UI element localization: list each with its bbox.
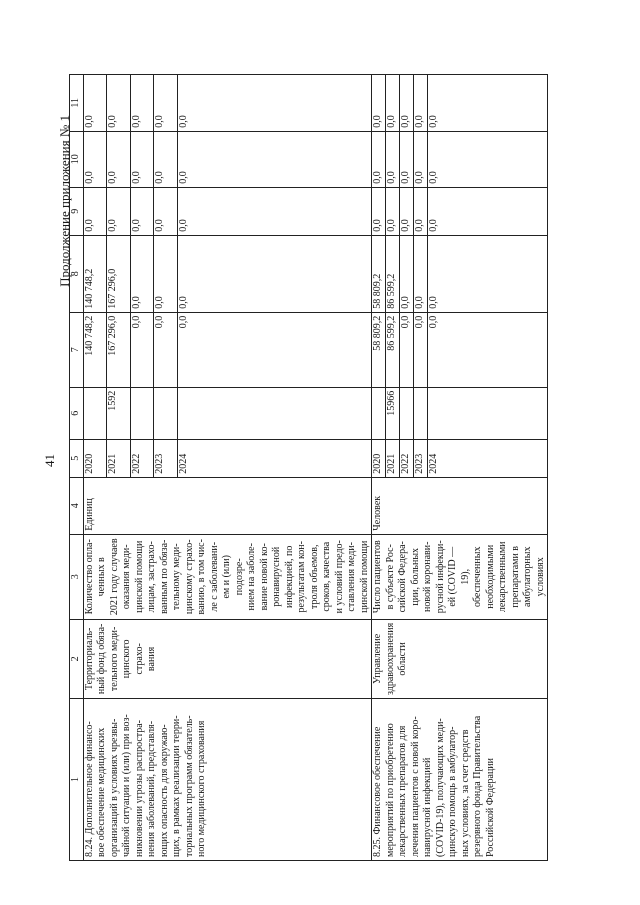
value-cell: 0,0 [372,74,386,131]
year-cell: 2022 [399,439,413,477]
value-cell: 0,0 [83,74,107,131]
value-cell: 0,0 [130,235,154,312]
value-cell: 0,0 [427,235,547,312]
value-cell: 0,0 [130,131,154,187]
value-cell: 0,0 [154,131,178,187]
target-cell: 15966 [385,387,399,439]
year-cell: 2024 [427,439,547,477]
value-cell: 167 296,0 [107,312,131,387]
header-cell: 1 [70,699,84,861]
target-cell: 1592 [107,387,131,439]
target-cell [130,387,154,439]
target-cell [399,387,413,439]
value-cell: 0,0 [130,187,154,235]
header-cell: 2 [70,619,84,698]
value-cell: 140 748,2 [83,235,107,312]
header-cell: 5 [70,439,84,477]
value-cell: 0,0 [399,235,413,312]
value-cell: 0,0 [177,235,371,312]
value-cell: 167 296,0 [107,235,131,312]
unit-cell: Единиц [83,477,372,534]
value-cell: 0,0 [83,187,107,235]
value-cell: 0,0 [83,131,107,187]
target-cell [177,387,371,439]
value-cell: 0,0 [399,187,413,235]
value-cell: 0,0 [413,312,427,387]
unit-cell: Человек [372,477,548,534]
target-cell [154,387,178,439]
value-cell: 58 809,2 [372,312,386,387]
target-cell [83,387,107,439]
value-cell: 0,0 [427,187,547,235]
header-cell: 10 [70,131,84,187]
value-cell: 0,0 [177,187,371,235]
value-cell: 0,0 [413,187,427,235]
indicator-cell: Число пациентов в субъекте Рос- сийской Федера- ции, больных новой коронави- русной инфекци- ей (COVID — 19), обеспеченных необходимыми лекарственными препаратами в амбулаторных условиях [372,534,548,619]
header-cell: 9 [70,187,84,235]
value-cell: 0,0 [372,131,386,187]
value-cell: 86 599,2 [385,235,399,312]
target-cell [372,387,386,439]
value-cell: 0,0 [413,131,427,187]
header-row [70,74,84,860]
year-cell: 2020 [83,439,107,477]
value-cell: 0,0 [130,312,154,387]
year-cell: 2024 [177,439,371,477]
continuation-caption: Продолжение приложения № 1 [57,115,72,287]
measure-cell: 8.25. Финансовое обеспечение мероприятий по приобретению лекарственных препаратов для лечения пациентов с новой коро- навирусной инфекцией (COVID-19), получающих меди- цинскую помощь в амбулатор- ных условиях, за счет средств резервного фонда Правительства Российской Федерации [372,699,548,861]
value-cell: 140 748,2 [83,312,107,387]
header-cell: 6 [70,387,84,439]
appendix-table [69,74,548,861]
year-cell: 2022 [130,439,154,477]
value-cell: 0,0 [107,131,131,187]
value-cell: 0,0 [413,235,427,312]
value-cell: 0,0 [413,74,427,131]
value-cell: 0,0 [154,312,178,387]
value-cell: 0,0 [399,312,413,387]
value-cell: 0,0 [427,312,547,387]
table-row [372,74,386,860]
value-cell: 0,0 [154,235,178,312]
value-cell: 58 809,2 [372,235,386,312]
page-number: 41 [42,454,57,467]
year-cell: 2020 [372,439,386,477]
value-cell: 0,0 [399,74,413,131]
year-cell: 2023 [413,439,427,477]
value-cell: 0,0 [385,74,399,131]
value-cell: 0,0 [177,312,371,387]
value-cell: 86 599,2 [385,312,399,387]
value-cell: 0,0 [154,74,178,131]
target-cell [413,387,427,439]
value-cell: 0,0 [130,74,154,131]
measure-cell: 8.24. Дополнительное финансо- вое обеспечение медицинских организаций в условиях чрезвы- чайной ситуации и (или) при воз- никновении угрозы распростра- нения заболеваний, представля- ющих опасность для окружаю- щих, в рамках реализации терри- ториальных программ обязатель- ного медицинского страхования [83,699,372,861]
year-cell: 2021 [385,439,399,477]
value-cell: 0,0 [427,131,547,187]
executor-cell: Территориаль- ный фонд обяза- тельного меди- цинского страхо- вания [83,619,372,698]
executor-cell: Управление здравоохранения области [372,619,548,698]
header-cell: 11 [70,74,84,131]
value-cell: 0,0 [385,131,399,187]
value-cell: 0,0 [427,74,547,131]
value-cell: 0,0 [107,74,131,131]
value-cell: 0,0 [399,131,413,187]
value-cell: 0,0 [154,187,178,235]
value-cell: 0,0 [385,187,399,235]
header-cell: 4 [70,477,84,534]
value-cell: 0,0 [177,131,371,187]
table-row [83,74,107,860]
year-cell: 2021 [107,439,131,477]
indicator-cell: Количество опла- ченных в 2021 году случаев оказания меди- цинской помощи лицам, застрахо- ванным по обяза- тельному меди- цинскому страхо- ванию, в том чис- ле с заболевани- ем и (или) подозре- нием на заболе- вание новой ко- ронавирусной инфекцией, по результатам кон- троля объемов, сроков, качества и условий предо- ставления меди- цинской помощи [83,534,372,619]
value-cell: 0,0 [107,187,131,235]
target-cell [427,387,547,439]
value-cell: 0,0 [372,187,386,235]
header-cell: 8 [70,235,84,312]
year-cell: 2023 [154,439,178,477]
header-cell: 7 [70,312,84,387]
value-cell: 0,0 [177,74,371,131]
header-cell: 3 [70,534,84,619]
